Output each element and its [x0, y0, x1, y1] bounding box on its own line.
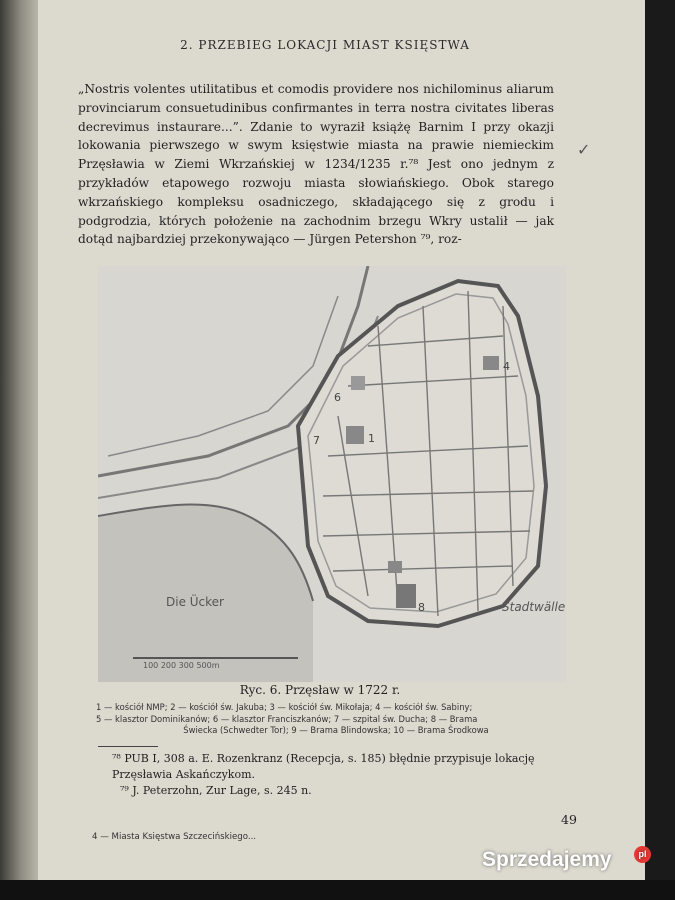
map-number-4: 4 [503, 360, 510, 373]
main-paragraph [78, 80, 554, 249]
town-plan-map [98, 266, 566, 682]
scale-label: 100 200 300 500m [143, 661, 220, 670]
footnote-78: ⁷⁸ PUB I, 308 a. E. Rozenkranz (Recepcja, s. 185) błędnie przypisuje lokację Przęsławia Askańczykom. [112, 752, 535, 781]
river-label: Die Ücker [166, 595, 224, 609]
footnote-79: ⁷⁹ J. Peterzohn, Zur Lage, s. 245 n. [120, 784, 312, 797]
map-number-8: 8 [418, 601, 425, 614]
map-number-7: 7 [313, 434, 320, 447]
legend-line: 1 — kościół NMP; 2 — kościół św. Jakuba; 3 — kościół św. Mikołaja; 4 — kościół św. Sabiny; [96, 702, 473, 712]
watermark-badge: pl [634, 846, 651, 863]
legend-line: Świecka (Schwedter Tor); 9 — Brama Blindowska; 10 — Brama Środkowa [183, 725, 489, 735]
site-watermark [482, 848, 662, 884]
paragraph-text: „Nostris volentes utilitatibus et comodis providere nos nichilominus aliarum provinciarum consuetudinibus confirmantes in terra nostra civitates liberas decrevimus instaurare...”. Zdanie to wyraził książę Barnim I przy okazji lokowania pierwszego w swym księstwie miasta na prawie niemieckim Przęsławia w Ziemi Wkrzańskiej w 1234/1235 r.⁷⁸ Jest ono jednym z przykładów etapowego rozwoju miasta słowiańskiego. Obok starego wkrzańskiego kompleksu osadniczego, składającego się z grodu i podgrodzia, których położenie na zachodnim brzegu Wkry ustalił — jak dotąd najbardziej przekonywająco — Jürgen Petershon ⁷⁹, roz- [78, 82, 554, 247]
running-header: 2. PRZEBIEG LOKACJI MIAST KSIĘSTWA [180, 38, 470, 52]
figure-caption: Ryc. 6. Przęsław w 1722 r. [239, 683, 401, 697]
printer-signature: 4 — Miasta Księstwa Szczecińskiego... [92, 832, 257, 842]
page-number: 49 [561, 812, 577, 827]
footnotes [112, 751, 552, 799]
town-plan-figure [98, 266, 566, 682]
map-number-1: 1 [368, 432, 375, 445]
footnote-rule [98, 746, 158, 747]
figure-legend [96, 702, 576, 737]
pencil-check-mark: ✓ [577, 140, 591, 159]
legend-line: 5 — klasztor Dominikanów; 6 — klasztor Franciszkanów; 7 — szpital św. Ducha; 8 — Brama [96, 713, 478, 724]
watermark-text: Sprzedajemy [482, 848, 612, 871]
book-spine-shadow [0, 0, 38, 900]
walls-label: Stadtwälle [502, 600, 566, 614]
map-number-6: 6 [334, 391, 341, 404]
